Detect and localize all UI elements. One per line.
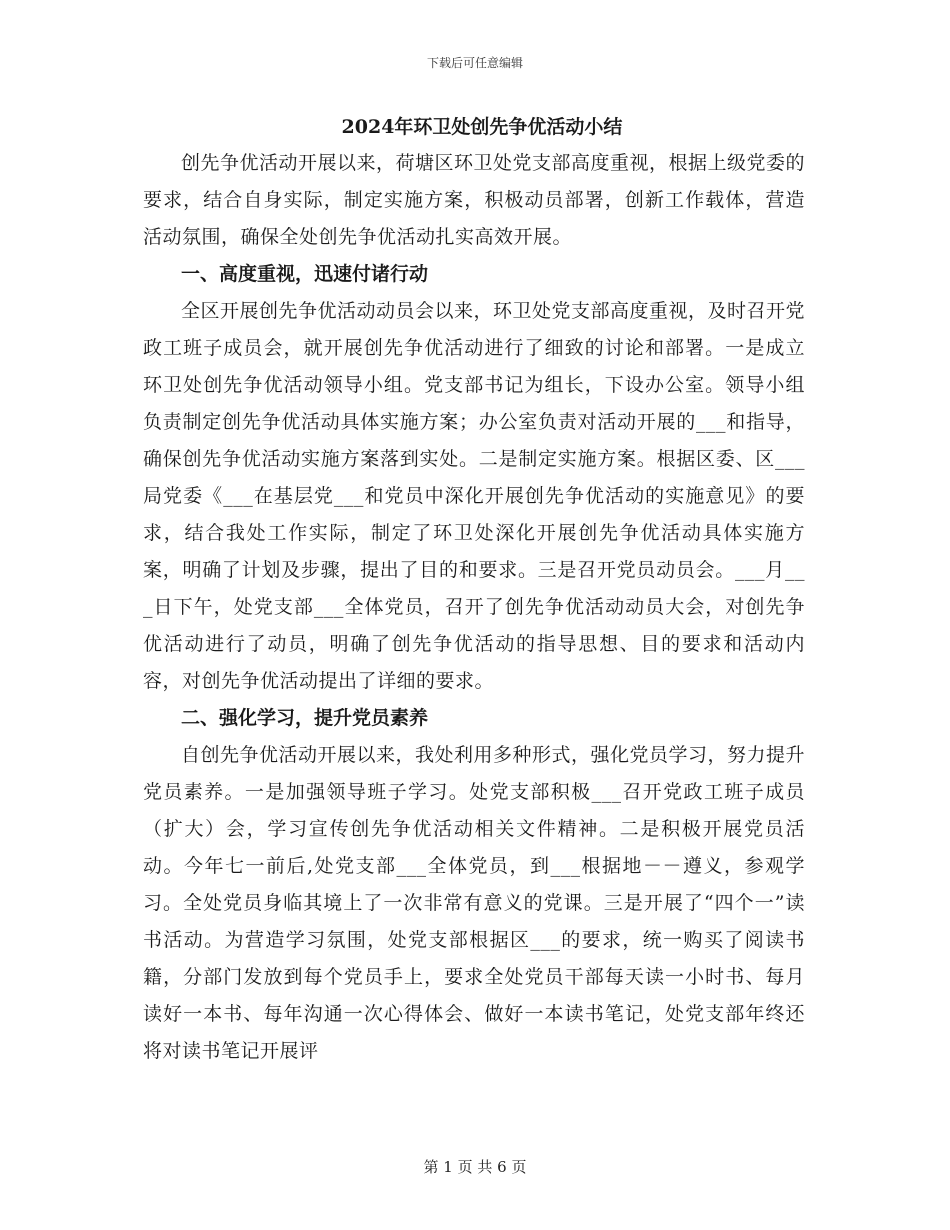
section-1-heading: 一、高度重视，迅速付诸行动 <box>181 263 429 285</box>
document-body <box>143 110 805 1070</box>
section-2-body: 自创先争优活动开展以来，我处利用多种形式，强化党员学习，努力提升党员素养。一是加强领导班子学习。处党支部积极___召开党政工班子成员（扩大）会，学习宣传创先争优活动相关文件精神。二是积极开展党员活动。今年七一前后,处党支部___全体党员，到___根据地－－遵义，参观学习。全处党员身临其境上了一次非常有意义的党课。三是开展了“四个一”读书活动。为营造学习氛围，处党支部根据区___的要求，统一购买了阅读书籍，分部门发放到每个党员手上，要求全处党员干部每天读一小时书、每月读好一本书、每年沟通一次心得体会、做好一本读书笔记，处党支部年终还将对读书笔记开展评 <box>143 744 806 1062</box>
section-2-heading: 二、强化学习，提升党员素养 <box>181 707 429 729</box>
section-1-body: 全区开展创先争优活动动员会以来，环卫处党支部高度重视，及时召开党政工班子成员会，就开展创先争优活动进行了细致的讨论和部署。一是成立环卫处创先争优活动领导小组。党支部书记为组长，下设办公室。领导小组负责制定创先争优活动具体实施方案；办公室负责对活动开展的___和指导，确保创先争优活动实施方案落到实处。二是制定实施方案。根据区委、区___局党委《___在基层党___和党员中深化开展创先争优活动的实施意见》的要求，结合我处工作实际，制定了环卫处深化开展创先争优活动具体实施方案，明确了计划及步骤，提出了目的和要求。三是召开党员动员会。___月___日下午，处党支部___全体党员，召开了创先争优活动动员大会，对创先争优活动进行了动员，明确了创先争优活动的指导思想、目的要求和活动内容，对创先争优活动提出了详细的要求。 <box>143 300 806 692</box>
document-title: 2024年环卫处创先争优活动小结 <box>341 116 623 138</box>
page-number: 第 1 页 共 6 页 <box>423 1158 527 1176</box>
intro-paragraph: 创先争优活动开展以来，荷塘区环卫处党支部高度重视，根据上级党委的要求，结合自身实际，制定实施方案，积极动员部署，创新工作载体，营造活动氛围，确保全处创先争优活动扎实高效开展。 <box>143 152 806 248</box>
page-header-note: 下载后可任意编辑 <box>426 56 523 70</box>
